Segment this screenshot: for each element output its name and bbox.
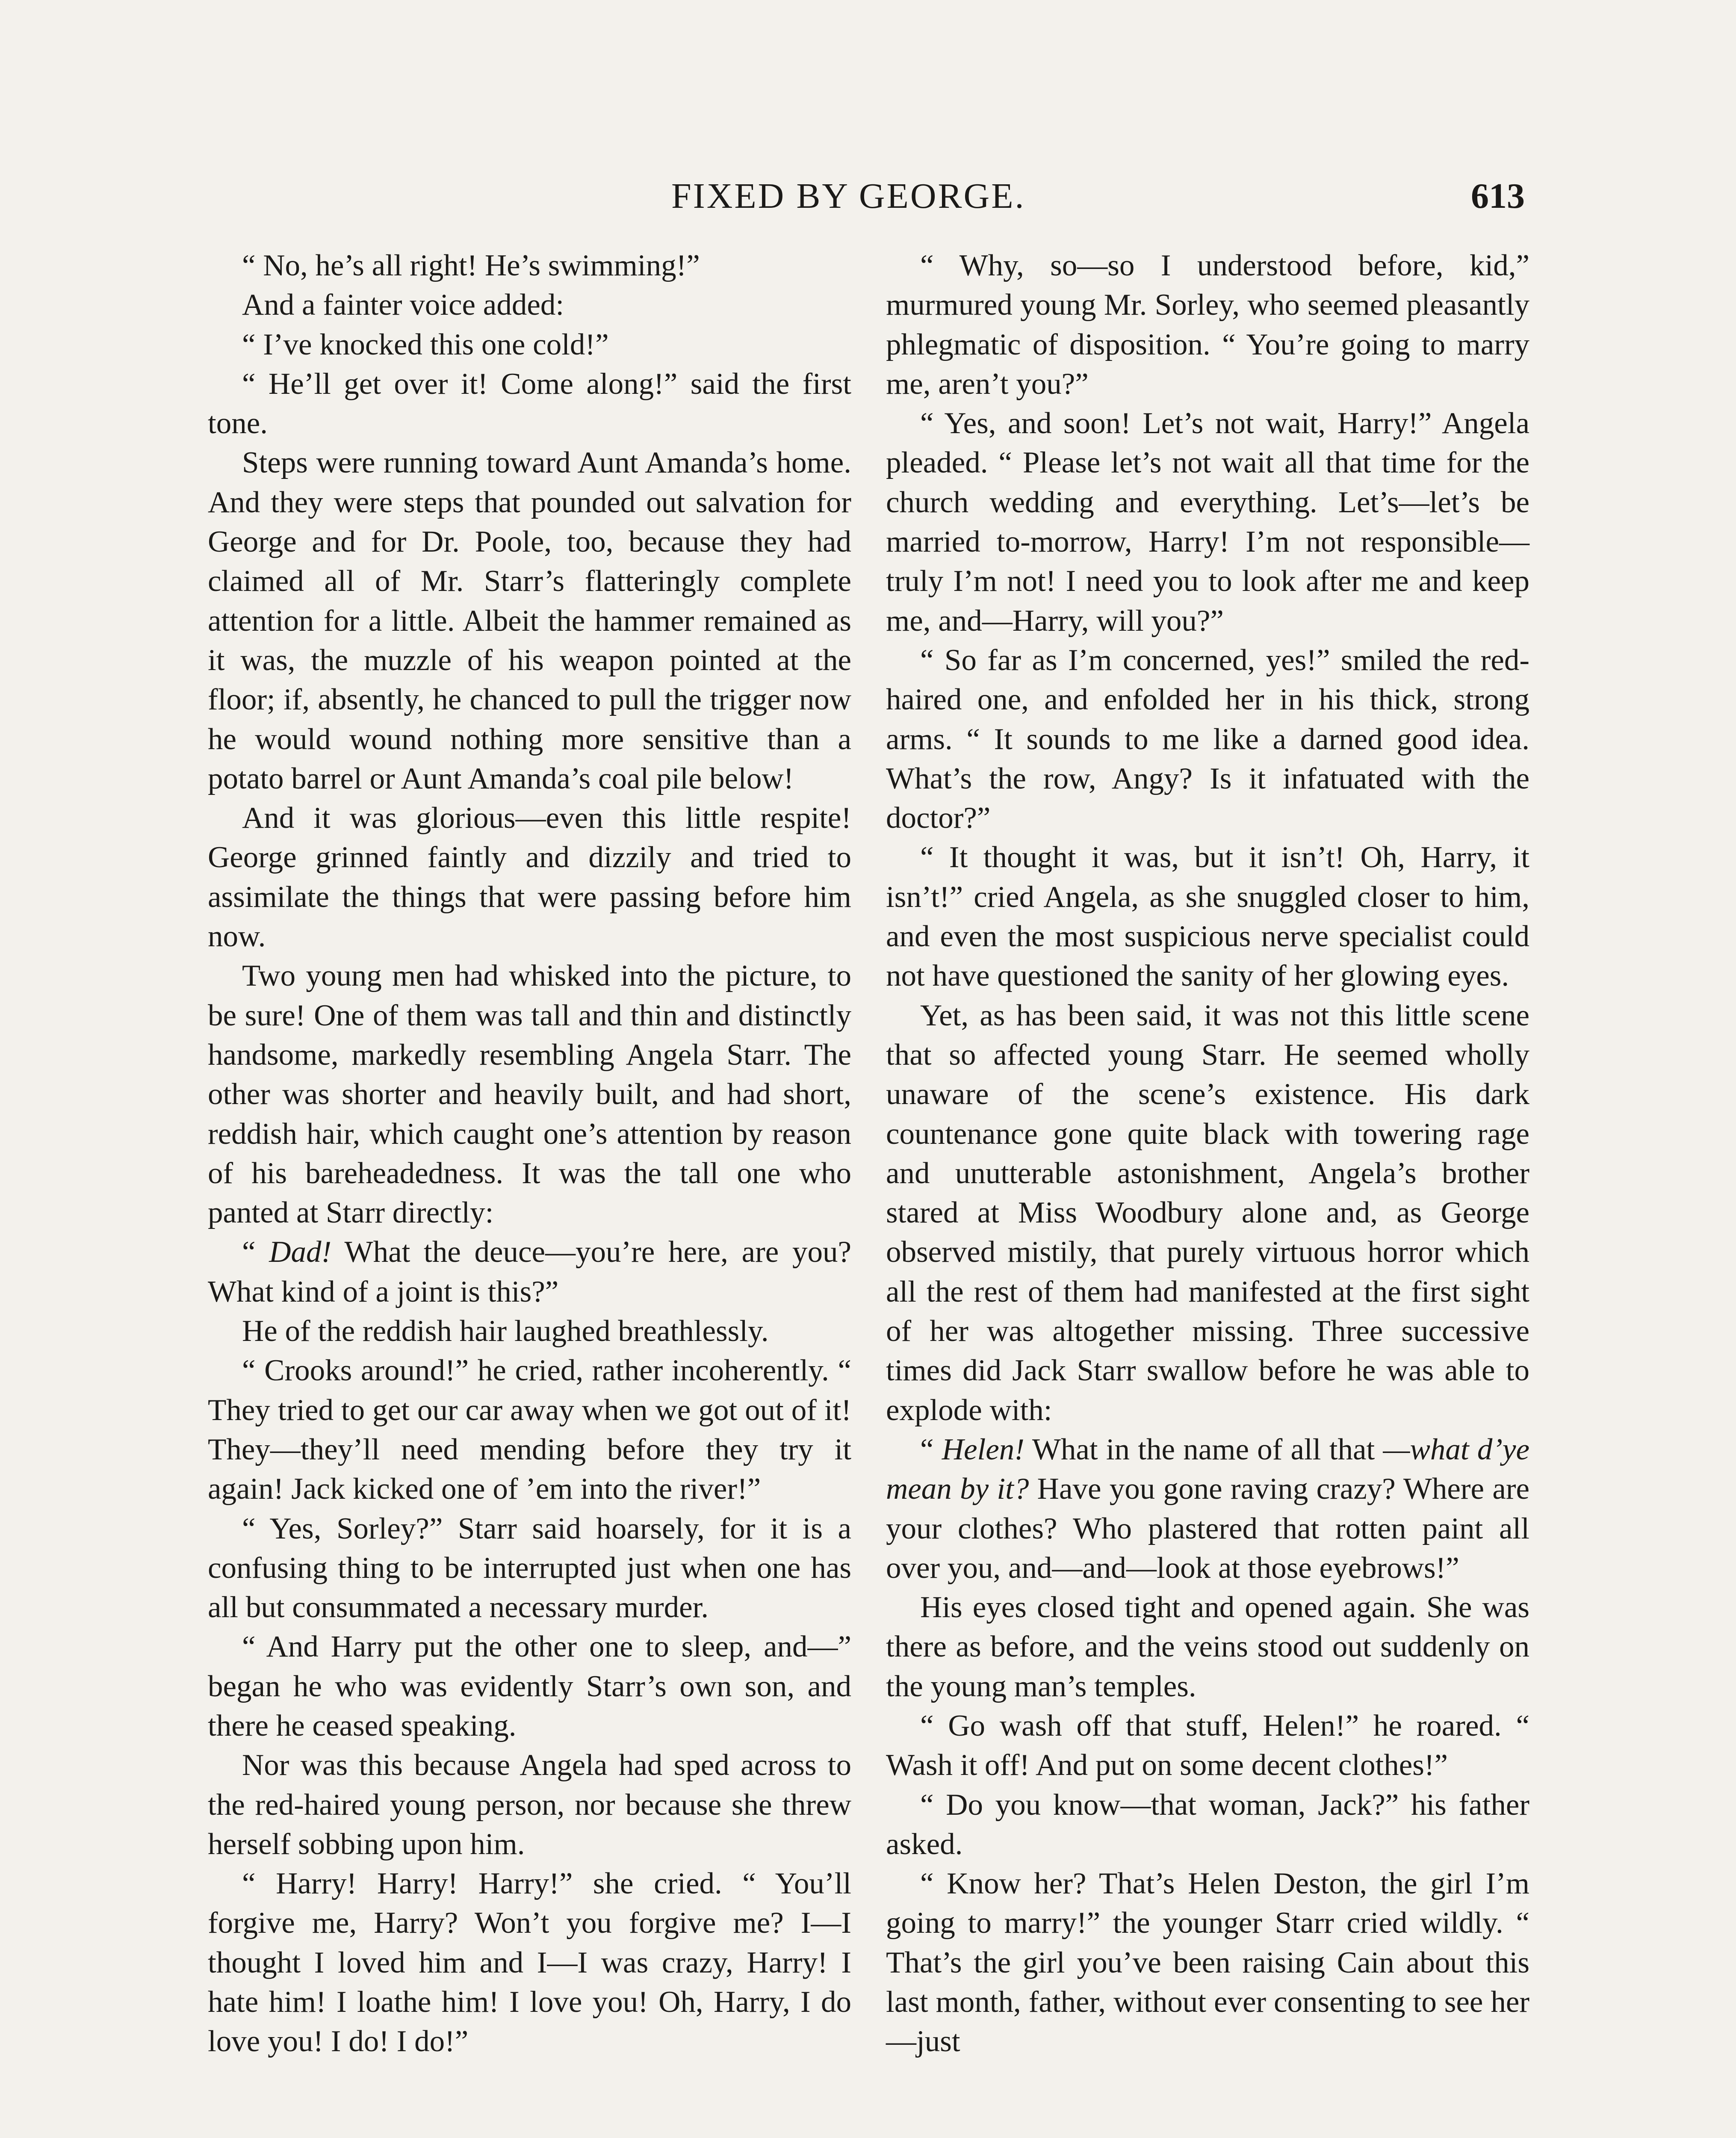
left-column	[208, 246, 851, 2061]
paragraph: And it was glorious—even this little respite! George grinned faintly and dizzily and tried to assimilate the things that were passing before him now.	[208, 801, 851, 954]
page-number: 613	[1471, 176, 1525, 216]
paragraph: “ Why, so—so I understood before, kid,” murmured young Mr. Sorley, who seemed pleasantly phlegmatic of disposition. “ You’re going to marry me, aren’t you?”	[886, 249, 1529, 401]
paragraph: “ Do you know—that woman, Jack?” his father asked.	[886, 1788, 1529, 1861]
paragraph: “ Go wash off that stuff, Helen!” he roared. “ Wash it off! And put on some decent clothes!”	[886, 1709, 1529, 1782]
paragraph: Two young men had whisked into the picture, to be sure! One of them was tall and thin and distinctly handsome, markedly resembling Angela Starr. The other was shorter and heavily built, and had short, reddish hair, which caught one’s attention by reason of his bareheadedness. It was the tall one who panted at Starr directly:	[208, 959, 851, 1230]
paragraph: “ Yes, Sorley?” Starr said hoarsely, for it is a confusing thing to be interrupted just when one has all but consummated a necessary murder.	[208, 1512, 851, 1624]
paragraph: “ So far as I’m concerned, yes!” smiled the red-haired one, and enfolded her in his thick, strong arms. “ It sounds to me like a darned good idea. What’s the row, Angy? Is it infatuated with the doctor?”	[886, 643, 1529, 835]
italic-helen: Helen!	[942, 1432, 1024, 1466]
paragraph-helen: “ Helen! What in the name of all that —what d’ye mean by it? Have you gone raving crazy? Where are your clothes? Who plastered that rotten paint all over you, and—and—look at those eyebrows!”	[886, 1432, 1530, 1585]
italic-what-dye-mean: —what d’ye mean by it?	[886, 1432, 1530, 1506]
paragraph: “ And Harry put the other one to sleep, and—” began he who was evidently Starr’s own son, and there he ceased speaking.	[208, 1630, 851, 1742]
right-column	[886, 246, 1529, 2061]
paragraph: Steps were running toward Aunt Amanda’s home. And they were steps that pounded out salvation for George and for Dr. Poole, too, because they had claimed all of Mr. Starr’s flatteringly complete attention for a little. Albeit the hammer remained as it was, the muzzle of his weapon pointed at the floor; if, absently, he chanced to pull the trigger now he would wound nothing more sensitive than a potato barrel or Aunt Amanda’s coal pile below!	[208, 446, 851, 795]
paragraph: “ It thought it was, but it isn’t! Oh, Harry, it isn’t!” cried Angela, as she snuggled closer to him, and even the most suspicious nerve specialist could not have questioned the sanity of her glowing eyes.	[886, 841, 1529, 993]
paragraph: And a fainter voice added:	[242, 288, 564, 322]
paragraph: “ He’ll get over it! Come along!” said the first tone.	[208, 367, 851, 440]
italic-dad: Dad!	[269, 1235, 332, 1269]
paragraph: “ Harry! Harry! Harry!” she cried. “ You’ll forgive me, Harry? Won’t you forgive me? I—I thought I loved him and I—I was crazy, Harry! I hate him! I loathe him! I love you! Oh, Harry, I do love you! I do! I do!”	[208, 1867, 851, 2058]
paragraph: “ Yes, and soon! Let’s not wait, Harry!” Angela pleaded. “ Please let’s not wait all that time for the church wedding and everything. Let’s—let’s be married to-morrow, Harry! I’m not responsible—truly I’m not! I need you to look after me and keep me, and—Harry, will you?”	[886, 407, 1529, 638]
paragraph: Yet, as has been said, it was not this little scene that so affected young Starr. He seemed wholly unaware of the scene’s existence. His dark countenance gone quite black with towering rage and unutterable astonishment, Angela’s brother stared at Miss Woodbury alone and, as George observed mistily, that purely virtuous horror which all the rest of them had manifested at the first sight of her was altogether missing. Three successive times did Jack Starr swallow before he was able to explode with:	[886, 998, 1529, 1427]
paragraph: “ Crooks around!” he cried, rather incoherently. “ They tried to get our car away when we got out of it! They—they’ll need mending before they try it again! Jack kicked one of ’em into the river!”	[208, 1354, 851, 1506]
paragraph: His eyes closed tight and opened again. She was there as before, and the veins stood out suddenly on the young man’s temples.	[886, 1591, 1529, 1703]
paragraph: “ I’ve knocked this one cold!”	[242, 328, 609, 361]
running-head: FIXED BY GEORGE.	[671, 176, 1026, 216]
paragraph: “ No, he’s all right! He’s swimming!”	[242, 249, 700, 282]
paragraph: Nor was this because Angela had sped across to the red-haired young person, nor because she threw herself sobbing upon him.	[208, 1748, 851, 1861]
paragraph: He of the reddish hair laughed breathlessly.	[242, 1314, 769, 1348]
paragraph-dad: “ Dad! What the deuce—you’re here, are you? What kind of a joint is this?”	[208, 1235, 851, 1308]
paragraph: “ Know her? That’s Helen Deston, the girl I’m going to marry!” the younger Starr cried wildly. “ That’s the girl you’ve been raising Cain about this last month, father, without ever consenting to see her—just	[886, 1867, 1529, 2058]
page-header	[0, 175, 1736, 222]
